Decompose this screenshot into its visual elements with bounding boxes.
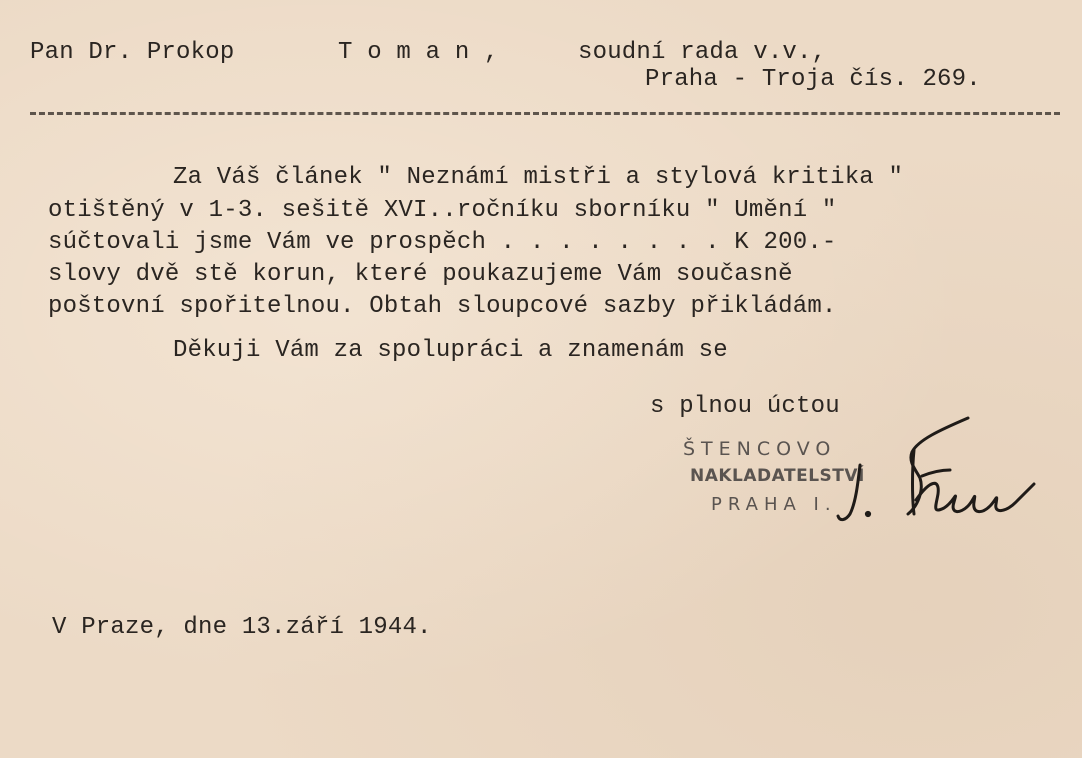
body-line-5: poštovní spořitelnou. Obtah sloupcové sazby přikládám.: [48, 293, 837, 320]
body-line-1: Za Váš článek " Neznámí mistři a stylová kritika ": [173, 164, 904, 191]
handwritten-signature: [820, 410, 1050, 540]
date-line: V Praze, dne 13.září 1944.: [52, 614, 432, 641]
stamp-line-3: PRAHA I.: [711, 494, 837, 515]
body-line-3: súčtovali jsme Vám ve prospěch . . . . . . . . K 200.-: [48, 229, 837, 256]
addressee-title: soudní rada v.v.,: [578, 39, 827, 66]
separator-line: [30, 112, 1060, 115]
body-line-4: slovy dvě stě korun, které poukazujeme Vám současně: [48, 261, 793, 288]
addressee-address: Praha - Troja čís. 269.: [645, 66, 981, 93]
stamp-line-1: ŠTENCOVO: [683, 438, 837, 460]
addressee-surname: T o m a n ,: [338, 39, 499, 66]
stamp-line-2: NAKLADATELSTVÍ: [690, 466, 865, 486]
body-line-2: otištěný v 1-3. sešitě XVI..ročníku sborníku " Umění ": [48, 197, 837, 224]
body-line-6: Děkuji Vám za spolupráci a znamenám se: [173, 337, 728, 364]
addressee-name: Pan Dr. Prokop: [30, 39, 235, 66]
closing-phrase: s plnou úctou: [650, 393, 840, 420]
